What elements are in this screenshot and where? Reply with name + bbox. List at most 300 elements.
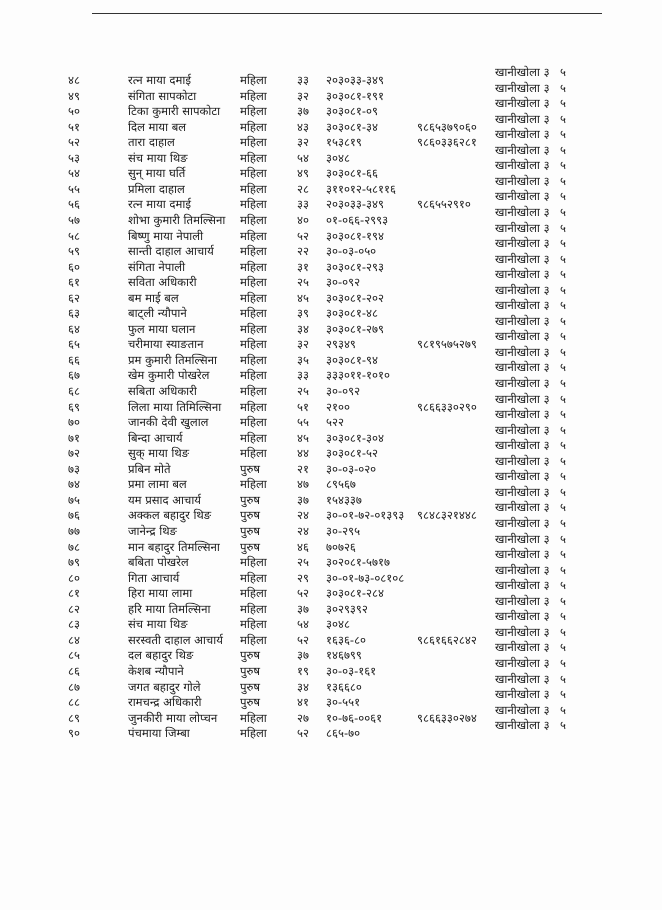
age: ५४ bbox=[297, 150, 309, 165]
person-name: प्रम कुमारी तिमल्सिना bbox=[128, 352, 217, 367]
phone-number: ९८६६३३०२७४ bbox=[417, 710, 477, 725]
age: ५२ bbox=[297, 586, 309, 601]
citizenship-number: १५४३३७ bbox=[326, 492, 362, 507]
age: ५२ bbox=[297, 632, 309, 647]
person-name: जानेन्द्र थिङ bbox=[128, 524, 177, 538]
serial-number: ८१ bbox=[68, 586, 80, 601]
citizenship-number: ३०४८ bbox=[326, 150, 350, 165]
serial-number: ५० bbox=[68, 104, 80, 119]
citizenship-number: ३०३०८१-३०४ bbox=[326, 430, 384, 445]
gender: पुरुष bbox=[240, 524, 261, 538]
person-name: संगिता नेपाली bbox=[128, 259, 186, 274]
gender: महिला bbox=[240, 446, 267, 461]
citizenship-number: ३०-०३-१६१ bbox=[326, 663, 377, 678]
address: खानीखोला ३ bbox=[495, 111, 550, 126]
address: खानीखोला ३ bbox=[495, 671, 550, 686]
address: खानीखोला ३ bbox=[495, 189, 550, 204]
ward-number: ५ bbox=[560, 251, 566, 266]
person-name: सान्ती दाहाल आचार्य bbox=[128, 244, 214, 259]
gender: महिला bbox=[240, 368, 267, 383]
serial-number: ५३ bbox=[68, 150, 80, 165]
citizenship-number: ३०३०८१-२९३ bbox=[326, 259, 384, 274]
person-name: चरीमाया स्याङतान bbox=[128, 337, 204, 352]
person-name: फुल माया घलान bbox=[128, 321, 196, 336]
age: ४७ bbox=[297, 477, 309, 492]
gender: महिला bbox=[240, 150, 267, 165]
serial-number: ७७ bbox=[68, 524, 80, 538]
gender: पुरुष bbox=[240, 663, 261, 678]
ward-number: ५ bbox=[560, 578, 566, 593]
address: खानीखोला ३ bbox=[495, 718, 550, 733]
citizenship-number: ३०३०८१-५२ bbox=[326, 446, 378, 461]
address: खानीखोला ३ bbox=[495, 344, 550, 359]
gender: महिला bbox=[240, 632, 267, 647]
address: खानीखोला ३ bbox=[495, 407, 550, 422]
address: खानीखोला ३ bbox=[495, 173, 550, 188]
ward-number: ५ bbox=[560, 360, 566, 375]
address: खानीखोला ३ bbox=[495, 702, 550, 717]
age: ४६ bbox=[297, 539, 309, 554]
citizenship-number: ३०२०८१-५७१७ bbox=[326, 555, 390, 569]
age: ३७ bbox=[297, 648, 309, 663]
citizenship-number: २०३०३३-३४९ bbox=[326, 73, 384, 87]
citizenship-number: ३०३०८१-०९ bbox=[326, 104, 378, 119]
address: खानीखोला ३ bbox=[495, 360, 550, 375]
ward-number: ५ bbox=[560, 407, 566, 422]
gender: महिला bbox=[240, 321, 267, 336]
serial-number: ६१ bbox=[68, 275, 80, 290]
address: खानीखोला ३ bbox=[495, 640, 550, 655]
citizenship-number: ३०३०८१-२०२ bbox=[326, 290, 384, 305]
serial-number: ६४ bbox=[68, 321, 80, 336]
address: खानीखोला ३ bbox=[495, 469, 550, 484]
gender: पुरुष bbox=[240, 648, 261, 663]
address: खानीखोला ३ bbox=[495, 158, 550, 173]
person-name: बबिता पोखरेल bbox=[128, 555, 189, 569]
address: खानीखोला ३ bbox=[495, 282, 550, 297]
gender: महिला bbox=[240, 399, 267, 414]
age: ३५ bbox=[297, 352, 309, 367]
ward-number: ५ bbox=[560, 65, 566, 79]
serial-number: ६५ bbox=[68, 337, 80, 352]
serial-number: ७९ bbox=[68, 555, 80, 569]
address: खानीखोला ३ bbox=[495, 578, 550, 593]
citizenship-number: ३०३०८१-३४ bbox=[326, 119, 378, 134]
gender: पुरुष bbox=[240, 539, 261, 554]
age: ३७ bbox=[297, 492, 309, 507]
citizenship-number: ३०३०८१-६६ bbox=[326, 166, 378, 181]
serial-number: ७० bbox=[68, 415, 80, 430]
address: खानीखोला ३ bbox=[495, 438, 550, 453]
person-name: केशब न्यौपाने bbox=[128, 663, 184, 678]
serial-number: ८८ bbox=[68, 695, 80, 709]
citizenship-number: ३०३०८१-२७९ bbox=[326, 321, 384, 336]
phone-number: ९८६५५२९१० bbox=[417, 197, 471, 212]
address: खानीखोला ३ bbox=[495, 329, 550, 344]
person-name: सुन् माया घर्ति bbox=[128, 166, 186, 181]
person-name: हरि माया तिमल्सिना bbox=[128, 601, 211, 616]
citizenship-number: ३०२९३९२ bbox=[326, 601, 368, 616]
citizenship-number: ३०-०१-७२-०१३९३ bbox=[326, 508, 405, 523]
serial-number: ८५ bbox=[68, 648, 80, 663]
address: खानीखोला ३ bbox=[495, 531, 550, 546]
citizenship-number: १४६७९९ bbox=[326, 648, 362, 663]
gender: महिला bbox=[240, 430, 267, 445]
citizenship-number: ३०३०८१-९४ bbox=[326, 352, 378, 367]
person-name: दिल माया बल bbox=[128, 119, 187, 134]
age: ३७ bbox=[297, 601, 309, 616]
ward-number: ५ bbox=[560, 236, 566, 251]
gender: महिला bbox=[240, 73, 267, 87]
serial-number: ५४ bbox=[68, 166, 80, 181]
person-name: तारा दाहाल bbox=[128, 135, 175, 150]
ward-number: ५ bbox=[560, 313, 566, 328]
ward-number: ५ bbox=[560, 344, 566, 359]
address: खानीखोला ३ bbox=[495, 376, 550, 390]
gender: महिला bbox=[240, 166, 267, 181]
age: ३२ bbox=[297, 88, 309, 103]
address: खानीखोला ३ bbox=[495, 484, 550, 499]
gender: पुरुष bbox=[240, 461, 261, 476]
person-name: हिरा माया लामा bbox=[128, 586, 193, 601]
serial-number: ६२ bbox=[68, 290, 80, 305]
address: खानीखोला ३ bbox=[495, 500, 550, 515]
person-name: टिका कुमारी सापकोटा bbox=[128, 104, 221, 119]
gender: पुरुष bbox=[240, 679, 261, 694]
serial-number: ६३ bbox=[68, 306, 80, 321]
serial-number: ७४ bbox=[68, 477, 80, 492]
age: २९ bbox=[297, 570, 309, 585]
age: ४५ bbox=[297, 290, 309, 305]
citizenship-number: ३११०१२-५८११६ bbox=[326, 181, 396, 196]
age: २५ bbox=[297, 384, 309, 398]
serial-number: ६९ bbox=[68, 399, 80, 414]
gender: महिला bbox=[240, 259, 267, 274]
address: खानीखोला ३ bbox=[495, 65, 550, 79]
serial-number: ८६ bbox=[68, 663, 80, 678]
gender: महिला bbox=[240, 104, 267, 119]
person-name: लिला माया तिमिल्सिना bbox=[128, 399, 222, 414]
age: ५२ bbox=[297, 228, 309, 243]
age: ३३ bbox=[297, 73, 309, 87]
serial-number: ६६ bbox=[68, 352, 80, 367]
citizenship-number: ७०७२६ bbox=[326, 539, 356, 554]
serial-number: ५२ bbox=[68, 135, 80, 150]
serial-number: ५७ bbox=[68, 213, 80, 227]
gender: पुरुष bbox=[240, 695, 261, 709]
serial-number: ५६ bbox=[68, 197, 80, 212]
ward-number: ५ bbox=[560, 220, 566, 235]
age: २७ bbox=[297, 710, 309, 725]
serial-number: ८२ bbox=[68, 601, 80, 616]
ward-number: ५ bbox=[560, 516, 566, 530]
ward-number: ५ bbox=[560, 469, 566, 484]
gender: महिला bbox=[240, 337, 267, 352]
address: खानीखोला ३ bbox=[495, 127, 550, 142]
gender: महिला bbox=[240, 197, 267, 212]
address: खानीखोला ३ bbox=[495, 251, 550, 266]
address: खानीखोला ३ bbox=[495, 80, 550, 95]
ward-number: ५ bbox=[560, 671, 566, 686]
age: १९ bbox=[297, 663, 309, 678]
serial-number: ७५ bbox=[68, 492, 80, 507]
gender: महिला bbox=[240, 570, 267, 585]
address: खानीखोला ३ bbox=[495, 655, 550, 670]
ward-number: ५ bbox=[560, 484, 566, 499]
gender: महिला bbox=[240, 119, 267, 134]
address: खानीखोला ३ bbox=[495, 267, 550, 282]
ward-number: ५ bbox=[560, 298, 566, 313]
age: ५२ bbox=[297, 726, 309, 741]
phone-number: ९८६५३७९०६० bbox=[417, 119, 477, 134]
citizenship-number: ३०-०९२ bbox=[326, 384, 361, 398]
serial-number: ६० bbox=[68, 259, 80, 274]
person-name: जानकी देवी खुलाल bbox=[128, 415, 209, 430]
serial-number: ५५ bbox=[68, 181, 80, 196]
person-name: संगिता सापकोटा bbox=[128, 88, 197, 103]
address: खानीखोला ३ bbox=[495, 391, 550, 406]
age: २५ bbox=[297, 275, 309, 290]
gender: महिला bbox=[240, 244, 267, 259]
person-name: मान बहादुर तिमल्सिना bbox=[128, 539, 220, 554]
address: खानीखोला ३ bbox=[495, 562, 550, 577]
gender: महिला bbox=[240, 617, 267, 632]
ward-number: ५ bbox=[560, 158, 566, 173]
address: खानीखोला ३ bbox=[495, 220, 550, 235]
person-name: यम प्रसाद आचार्य bbox=[128, 492, 201, 507]
phone-number: ९८१९५७५२७९ bbox=[417, 337, 477, 352]
address: खानीखोला ३ bbox=[495, 453, 550, 468]
person-name: प्रमिला दाहाल bbox=[128, 181, 185, 196]
serial-number: ५८ bbox=[68, 228, 80, 243]
person-name: सविता अधिकारी bbox=[128, 275, 197, 290]
person-name: संच माया थिङ bbox=[128, 150, 188, 165]
person-name: प्रबिन मोते bbox=[128, 461, 171, 476]
gender: पुरुष bbox=[240, 508, 261, 523]
citizenship-number: १६३६-८० bbox=[326, 632, 367, 647]
citizenship-number: २०३०३३-३४९ bbox=[326, 197, 384, 212]
phone-number: ९८६१६६२८४२ bbox=[417, 632, 477, 647]
person-name: प्रमा लामा बल bbox=[128, 477, 187, 492]
person-name: जुनकीरी माया लोप्चन bbox=[128, 710, 218, 725]
citizenship-number: १३६६८० bbox=[326, 679, 362, 694]
age: ४० bbox=[297, 213, 309, 227]
gender: महिला bbox=[240, 555, 267, 569]
gender: महिला bbox=[240, 477, 267, 492]
ward-number: ५ bbox=[560, 718, 566, 733]
citizenship-number: ३०-२९५ bbox=[326, 524, 361, 538]
phone-number: ९८४८३२१४४८ bbox=[417, 508, 477, 523]
gender: महिला bbox=[240, 586, 267, 601]
age: ५१ bbox=[297, 399, 309, 414]
gender: महिला bbox=[240, 181, 267, 196]
ward-number: ५ bbox=[560, 329, 566, 344]
ward-number: ५ bbox=[560, 624, 566, 639]
serial-number: ८७ bbox=[68, 679, 80, 694]
phone-number: ९८६०३३६२८१ bbox=[417, 135, 477, 150]
gender: महिला bbox=[240, 726, 267, 741]
person-name: दल बहादुर थिङ bbox=[128, 648, 194, 663]
citizenship-number: ३०३०८१-४८ bbox=[326, 306, 378, 321]
person-name: जगत बहादुर गोले bbox=[128, 679, 201, 694]
person-name: सबिता अधिकारी bbox=[128, 384, 197, 398]
ward-number: ५ bbox=[560, 655, 566, 670]
person-name: बिन्दा आचार्य bbox=[128, 430, 183, 445]
age: ३४ bbox=[297, 321, 309, 336]
age: २१ bbox=[297, 461, 309, 476]
serial-number: ४९ bbox=[68, 88, 80, 103]
gender: महिला bbox=[240, 710, 267, 725]
age: २२ bbox=[297, 244, 309, 259]
address: खानीखोला ३ bbox=[495, 313, 550, 328]
age: २५ bbox=[297, 555, 309, 569]
ward-number: ५ bbox=[560, 438, 566, 453]
gender: महिला bbox=[240, 384, 267, 398]
address: खानीखोला ३ bbox=[495, 96, 550, 111]
phone-number: ९८६६३३०२९० bbox=[417, 399, 477, 414]
age: ३२ bbox=[297, 337, 309, 352]
ward-number: ५ bbox=[560, 422, 566, 437]
person-name: रत्न माया दमाई bbox=[128, 197, 192, 212]
person-name: बिष्णु माया नेपाली bbox=[128, 228, 204, 243]
ward-number: ५ bbox=[560, 142, 566, 157]
ward-number: ५ bbox=[560, 80, 566, 95]
citizenship-number: ३०४८ bbox=[326, 617, 350, 632]
address: खानीखोला ३ bbox=[495, 624, 550, 639]
citizenship-number: ८६५-७० bbox=[326, 726, 361, 741]
address: खानीखोला ३ bbox=[495, 593, 550, 608]
person-name: रामचन्द्र अधिकारी bbox=[128, 695, 202, 709]
citizenship-number: ५२२ bbox=[326, 415, 344, 430]
serial-number: ८४ bbox=[68, 632, 80, 647]
ward-number: ५ bbox=[560, 547, 566, 561]
person-name: सरस्वती दाहाल आचार्य bbox=[128, 632, 223, 647]
ward-number: ५ bbox=[560, 96, 566, 111]
ward-number: ५ bbox=[560, 687, 566, 701]
citizenship-number: १५३८१९ bbox=[326, 135, 362, 150]
gender: पुरुष bbox=[240, 492, 261, 507]
serial-number: ७३ bbox=[68, 461, 80, 476]
ward-number: ५ bbox=[560, 702, 566, 717]
serial-number: ५९ bbox=[68, 244, 80, 259]
citizenship-number: ३०३०८१-२८४ bbox=[326, 586, 384, 601]
citizenship-number: ३०-०३-०५० bbox=[326, 244, 377, 259]
serial-number: ९० bbox=[68, 726, 80, 741]
serial-number: ६७ bbox=[68, 368, 80, 383]
gender: महिला bbox=[240, 415, 267, 430]
ward-number: ५ bbox=[560, 531, 566, 546]
gender: महिला bbox=[240, 135, 267, 150]
age: २८ bbox=[297, 181, 309, 196]
serial-number: ४८ bbox=[68, 73, 80, 87]
age: ३७ bbox=[297, 104, 309, 119]
ward-number: ५ bbox=[560, 640, 566, 655]
table-row bbox=[0, 718, 662, 741]
serial-number: ८० bbox=[68, 570, 80, 585]
ward-number: ५ bbox=[560, 609, 566, 624]
age: ३९ bbox=[297, 306, 309, 321]
citizenship-number: ३०-०९२ bbox=[326, 275, 361, 290]
age: ४९ bbox=[297, 166, 309, 181]
citizenship-number: ३०-०१-७३-०८१०८ bbox=[326, 570, 405, 585]
serial-number: ५१ bbox=[68, 119, 80, 134]
citizenship-number: ३३३०११-१०१० bbox=[326, 368, 390, 383]
ward-number: ५ bbox=[560, 189, 566, 204]
person-name: रत्न माया दमाई bbox=[128, 73, 192, 87]
ward-number: ५ bbox=[560, 453, 566, 468]
person-name: गिता आचार्य bbox=[128, 570, 180, 585]
address: खानीखोला ३ bbox=[495, 687, 550, 701]
person-name: खेम कुमारी पोखरेल bbox=[128, 368, 210, 383]
gender: महिला bbox=[240, 601, 267, 616]
ward-number: ५ bbox=[560, 111, 566, 126]
address: खानीखोला ३ bbox=[495, 205, 550, 219]
serial-number: ७१ bbox=[68, 430, 80, 445]
age: ४३ bbox=[297, 119, 309, 134]
address: खानीखोला ३ bbox=[495, 236, 550, 251]
age: २४ bbox=[297, 508, 309, 523]
ward-number: ५ bbox=[560, 562, 566, 577]
gender: महिला bbox=[240, 88, 267, 103]
serial-number: ७६ bbox=[68, 508, 80, 523]
address: खानीखोला ३ bbox=[495, 142, 550, 157]
serial-number: ७२ bbox=[68, 446, 80, 461]
address: खानीखोला ३ bbox=[495, 516, 550, 530]
serial-number: ८९ bbox=[68, 710, 80, 725]
ward-number: ५ bbox=[560, 173, 566, 188]
gender: महिला bbox=[240, 352, 267, 367]
age: ३३ bbox=[297, 197, 309, 212]
ward-number: ५ bbox=[560, 391, 566, 406]
gender: महिला bbox=[240, 306, 267, 321]
gender: महिला bbox=[240, 228, 267, 243]
ward-number: ५ bbox=[560, 267, 566, 282]
serial-number: ८३ bbox=[68, 617, 80, 632]
address: खानीखोला ३ bbox=[495, 609, 550, 624]
ward-number: ५ bbox=[560, 127, 566, 142]
person-name: सुक् माया थिङ bbox=[128, 446, 190, 461]
age: ३४ bbox=[297, 679, 309, 694]
address: खानीखोला ३ bbox=[495, 547, 550, 561]
age: ५५ bbox=[297, 415, 309, 430]
citizenship-number: ३०-०३-०२० bbox=[326, 461, 377, 476]
age: ३१ bbox=[297, 259, 309, 274]
address: खानीखोला ३ bbox=[495, 422, 550, 437]
serial-number: ६८ bbox=[68, 384, 80, 398]
ward-number: ५ bbox=[560, 205, 566, 219]
age: ४५ bbox=[297, 430, 309, 445]
age: ५४ bbox=[297, 617, 309, 632]
citizenship-number: ३०-५५१ bbox=[326, 695, 361, 709]
citizenship-number: ८९५६७ bbox=[326, 477, 356, 492]
citizenship-number: २९३४९ bbox=[326, 337, 356, 352]
age: ३३ bbox=[297, 368, 309, 383]
citizenship-number: १०-७६-००६१ bbox=[326, 710, 383, 725]
gender: महिला bbox=[240, 275, 267, 290]
person-name: बम माई बल bbox=[128, 290, 179, 305]
gender: महिला bbox=[240, 213, 267, 227]
age: ३२ bbox=[297, 135, 309, 150]
ward-number: ५ bbox=[560, 593, 566, 608]
person-name: पंचमाया जिम्बा bbox=[128, 726, 190, 741]
person-name: संच माया थिङ bbox=[128, 617, 188, 632]
citizenship-number: ३०३०८१-१९४ bbox=[326, 228, 384, 243]
person-name: अक्कल बहादुर थिङ bbox=[128, 508, 212, 523]
ward-number: ५ bbox=[560, 376, 566, 390]
age: ४४ bbox=[297, 446, 309, 461]
person-name: बाट्ली न्यौपाने bbox=[128, 306, 187, 321]
gender: महिला bbox=[240, 290, 267, 305]
